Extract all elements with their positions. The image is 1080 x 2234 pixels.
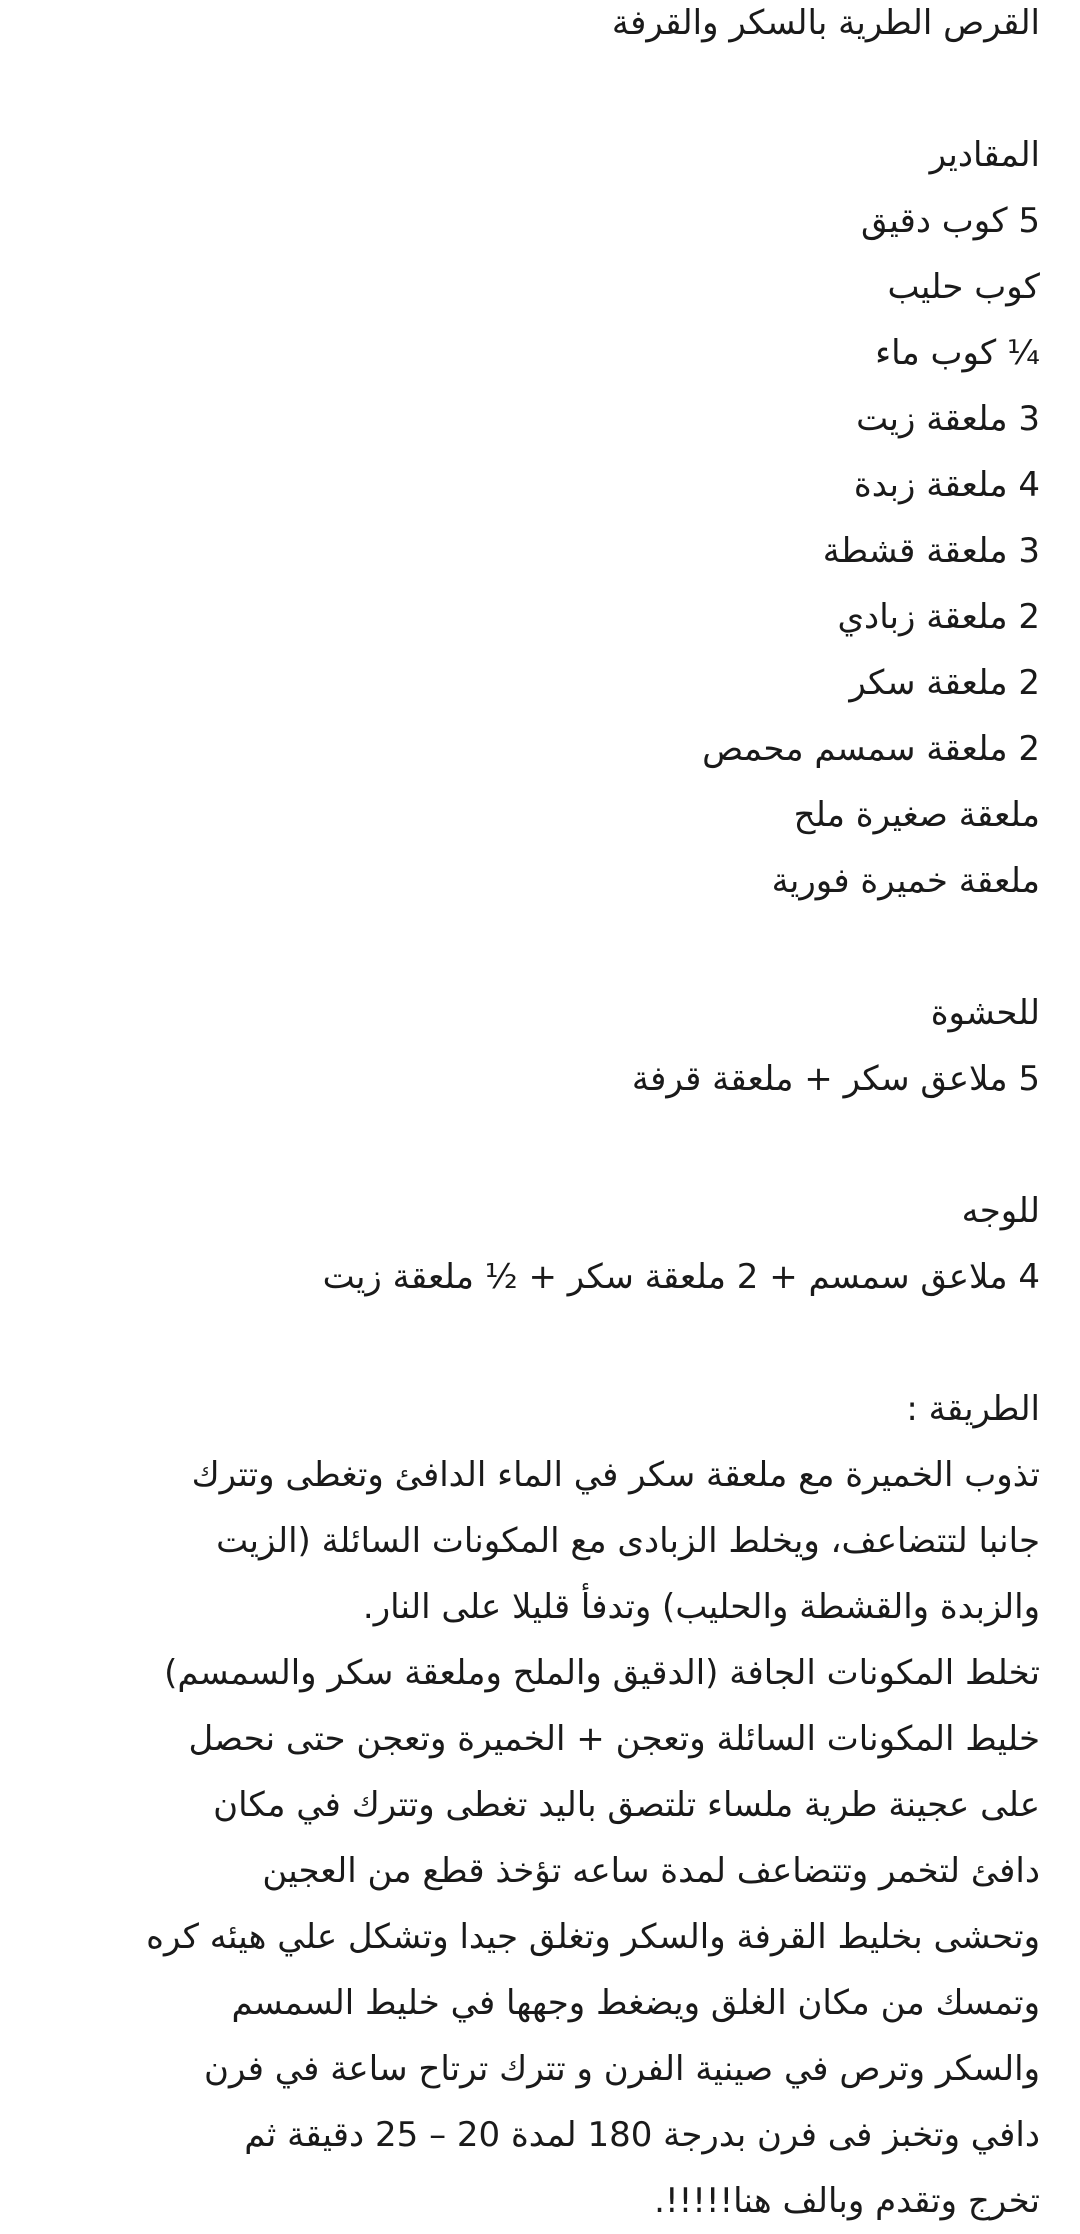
ingredient-item: 2 ملعقة سكر [849, 663, 1040, 703]
method-line: والسكر وترص في صينية الفرن و تترك ترتاح ساعة في فرن [204, 2049, 1040, 2089]
method-line: على عجينة طرية ملساء تلتصق باليد تغطى وتترك في مكان [213, 1785, 1040, 1825]
topping-heading: للوجه [961, 1191, 1040, 1231]
ingredient-item: 5 كوب دقيق [860, 201, 1040, 241]
ingredient-item: ¼ كوب ماء [875, 333, 1040, 373]
spacer [40, 914, 1040, 980]
method-line: تخلط المكونات الجافة (الدقيق والملح وملعقة سكر والسمسم) [164, 1653, 1040, 1693]
method-line: دافئ لتخمر وتتضاعف لمدة ساعه تؤخذ قطع من العجين [262, 1851, 1040, 1891]
method-line: وتحشى بخليط القرفة والسكر وتغلق جيدا وتشكل علي هيئه كره [146, 1917, 1040, 1957]
method-line: وتمسك من مكان الغلق ويضغط وجهها في خليط السمسم [231, 1983, 1040, 2023]
ingredient-item: 3 ملعقة قشطة [822, 531, 1040, 571]
filling-heading: للحشوة [930, 993, 1040, 1033]
ingredient-item: كوب حليب [887, 267, 1040, 307]
recipe-title: القرص الطرية بالسكر والقرفة [611, 3, 1040, 43]
spacer [40, 56, 1040, 122]
ingredient-item: 4 ملعقة زبدة [853, 465, 1040, 505]
spacer [40, 1310, 1040, 1376]
method-heading: الطريقة : [906, 1389, 1040, 1429]
ingredient-item: 2 ملعقة زبادي [837, 597, 1040, 637]
spacer [40, 1112, 1040, 1178]
filling-text: 5 ملاعق سكر + ملعقة قرفة [631, 1059, 1040, 1099]
ingredient-item: 2 ملعقة سمسم محمص [702, 729, 1040, 769]
method-line: خليط المكونات السائلة وتعجن + الخميرة وتعجن حتى نحصل [188, 1719, 1040, 1759]
ingredient-item: ملعقة صغيرة ملح [793, 795, 1040, 835]
method-line: تذوب الخميرة مع ملعقة سكر في الماء الدافئ وتغطى وتترك [191, 1455, 1040, 1495]
ingredients-heading: المقادير [929, 135, 1040, 175]
topping-text: 4 ملاعق سمسم + 2 ملعقة سكر + ½ ملعقة زيت [322, 1257, 1040, 1297]
ingredient-item: 3 ملعقة زيت [856, 399, 1040, 439]
method-line: دافي وتخبز فى فرن بدرجة 180 لمدة 20 – 25 دقيقة ثم [244, 2115, 1040, 2155]
ingredient-item: ملعقة خميرة فورية [771, 861, 1040, 901]
method-line: تخرج وتقدم وبالف هنا!!!!!. [654, 2181, 1040, 2221]
method-line: جانبا لتتضاعف، ويخلط الزبادى مع المكونات السائلة (الزيت [216, 1521, 1040, 1561]
method-text [40, 1442, 1040, 2234]
method-line: والزبدة والقشطة والحليب) وتدفأ قليلا على النار. [362, 1587, 1040, 1627]
